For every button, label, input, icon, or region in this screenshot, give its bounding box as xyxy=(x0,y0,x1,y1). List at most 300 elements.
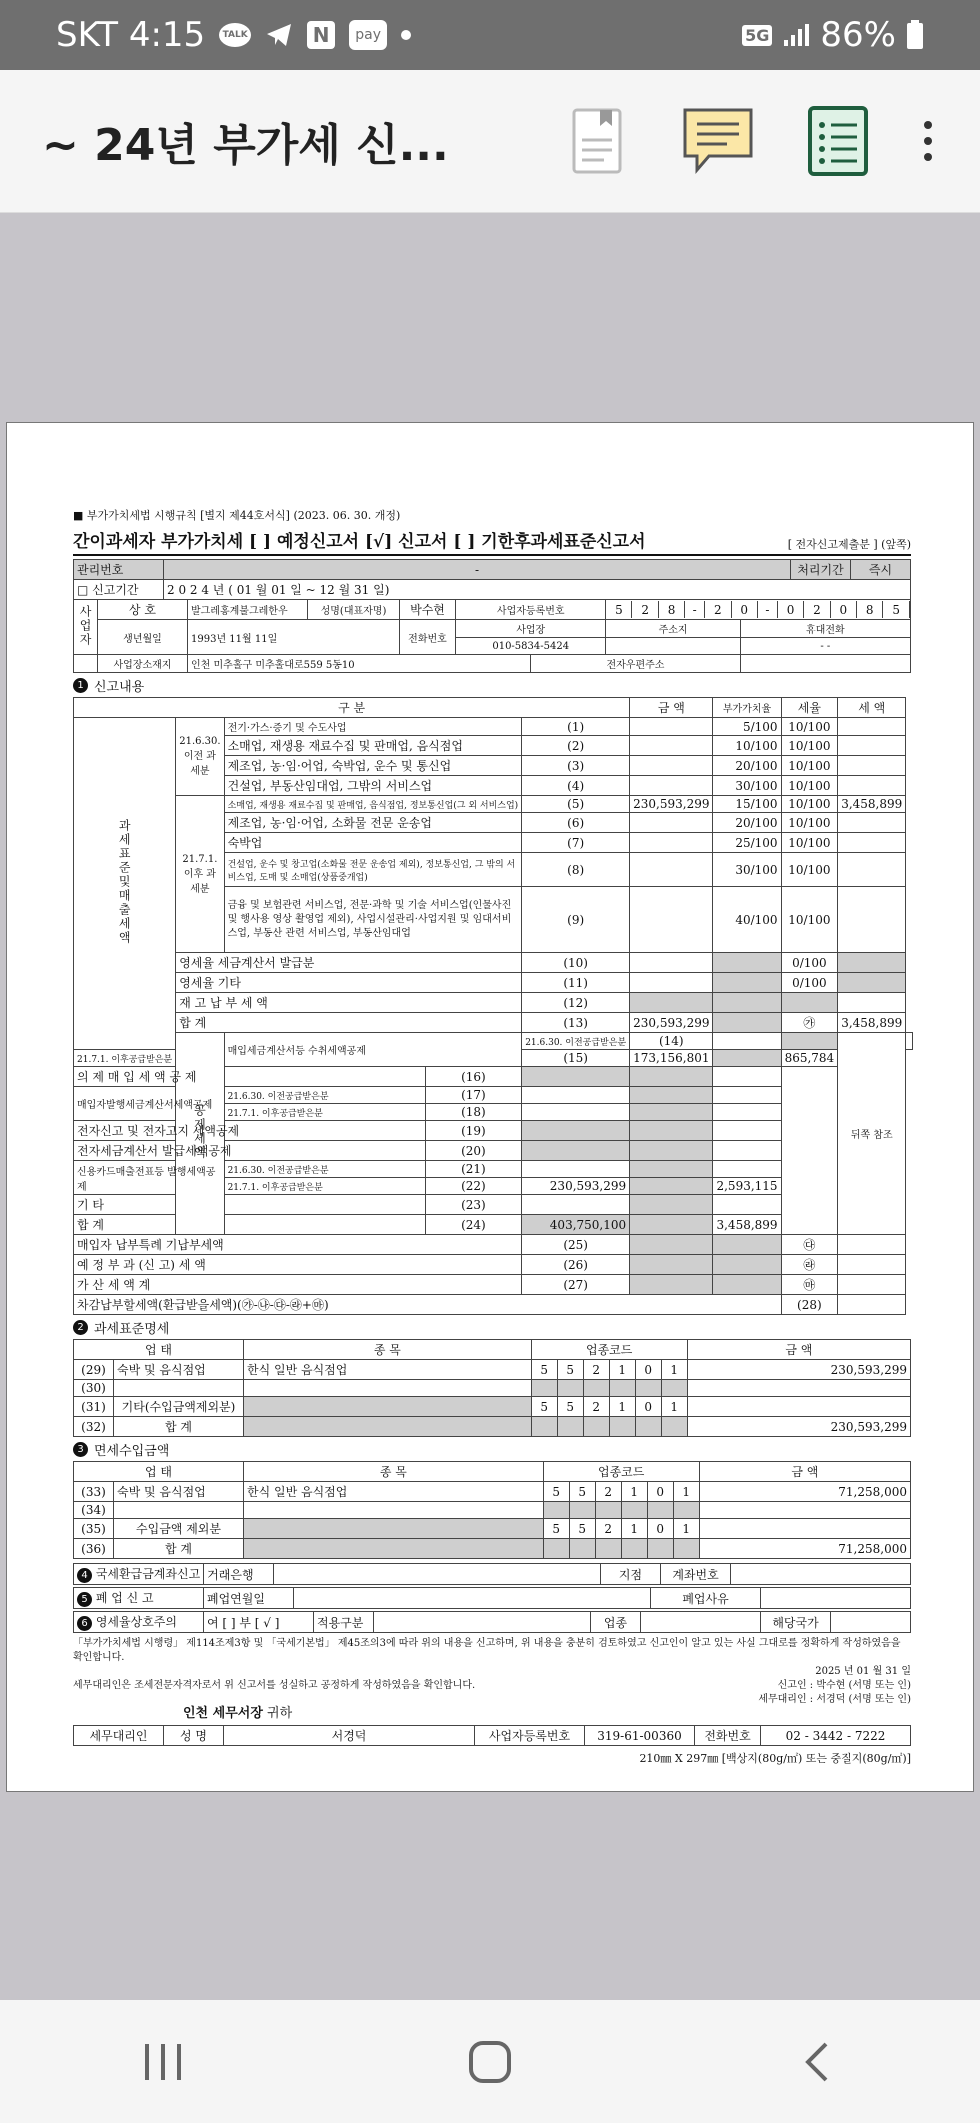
row6-rate: 10/100 xyxy=(781,813,838,833)
document-title: ~ 24년 부가세 신... xyxy=(42,120,449,171)
row16-name: 의 제 매 입 세 액 공 제 xyxy=(74,1067,426,1087)
row12-name: 재 고 납 부 세 액 xyxy=(176,993,522,1013)
row8-no: (8) xyxy=(522,853,630,887)
memo-button[interactable] xyxy=(678,101,758,181)
notification-dot-icon xyxy=(401,30,411,40)
exempt-head-type: 업 태 xyxy=(74,1462,244,1482)
agent-sign: (서명 또는 인) xyxy=(848,1694,911,1705)
taxbase-row-code: 2 xyxy=(583,1360,609,1380)
taxbase-row-type: 숙박 및 음식점업 xyxy=(114,1360,244,1380)
taxbase-row-item: 한식 일반 음식점업 xyxy=(244,1360,532,1380)
battery-icon xyxy=(906,20,924,50)
row24-tax: 3,458,899 xyxy=(713,1215,781,1235)
taxbase-row-code: 5 xyxy=(531,1397,557,1417)
mobile-value: - - xyxy=(740,638,910,655)
row7-no: (7) xyxy=(522,833,630,853)
business-info-table xyxy=(73,599,911,673)
taxbase-row-amount xyxy=(687,1397,910,1417)
filer-label: 신고인 : xyxy=(777,1680,814,1691)
declaration-text: 「부가가치세법 시행령」 제114조제3항 및 「국세기본법」 제45조의3에 따라 위의 내용을 신고하며, 위 내용을 충분히 검토하였고 신고인이 알고 있는 사실 그대로를 정확하게 작성하였음을 확인합니다. xyxy=(73,1638,901,1663)
row2-rate: 10/100 xyxy=(781,736,838,756)
row4-vat: 30/100 xyxy=(713,776,781,796)
declaration-date: 2025 년 01 월 31 일 xyxy=(815,1666,911,1677)
exempt-row-amount: 71,258,000 xyxy=(699,1482,910,1502)
table-row xyxy=(74,1539,911,1559)
exempt-row-no: (34) xyxy=(74,1502,114,1519)
recent-apps-button[interactable] xyxy=(103,2022,223,2102)
taxbase-row-code xyxy=(583,1417,609,1437)
exempt-row-code: 1 xyxy=(673,1482,699,1502)
pay-icon: pay xyxy=(349,20,387,50)
mobile-label: 휴대전화 xyxy=(740,620,910,638)
bank-label: 거래은행 xyxy=(204,1564,274,1585)
table-row xyxy=(74,1519,911,1539)
branch-label: 지점 xyxy=(601,1564,661,1585)
row3-rate: 10/100 xyxy=(781,756,838,776)
work-phone-value: 010-5834-5424 xyxy=(456,638,606,655)
row19-name: 전자신고 및 전자고지 세액공제 xyxy=(74,1121,426,1141)
row8-rate: 10/100 xyxy=(781,853,838,887)
row28-no: (28) xyxy=(781,1295,838,1315)
taxbase-row-code: 5 xyxy=(557,1360,583,1380)
row2-no: (2) xyxy=(522,736,630,756)
row20-name: 전자세금계산서 발급세액공제 xyxy=(74,1141,426,1161)
reciprocity-table xyxy=(73,1611,911,1633)
row3-no: (3) xyxy=(522,756,630,776)
row16-no: (16) xyxy=(425,1067,522,1087)
exempt-table xyxy=(73,1461,911,1559)
row13-tax: 3,458,899 xyxy=(838,1013,906,1033)
taxbase-row-code: 5 xyxy=(531,1360,557,1380)
row5-no: (5) xyxy=(522,796,630,813)
exempt-row-code xyxy=(647,1502,673,1519)
period-label: □ 신고기간 xyxy=(74,580,164,600)
biz-type-label: 업종 xyxy=(591,1612,641,1633)
taxbase-row-code: 2 xyxy=(583,1397,609,1417)
row5-vat: 15/100 xyxy=(713,796,781,813)
row21-no: (21) xyxy=(425,1161,522,1178)
row15-tax: 865,784 xyxy=(781,1050,838,1067)
row9-vat: 40/100 xyxy=(713,887,781,953)
exempt-row-code: 1 xyxy=(621,1519,647,1539)
table-row xyxy=(74,1380,911,1397)
tax-office: 인천 세무서장 xyxy=(183,1706,263,1721)
exempt-row-item xyxy=(244,1539,544,1559)
taxbase-row-code xyxy=(635,1380,661,1397)
regno-digit: 8 xyxy=(857,601,883,618)
taxbase-row-item xyxy=(244,1397,532,1417)
agent-declaration: 세무대리인은 조세전문자격자로서 위 신고서를 성실하고 공정하게 작성하였음을 확인합니다. xyxy=(73,1680,476,1691)
regno-digit: 5 xyxy=(883,601,910,618)
agent-row-reg: 319-61-00360 xyxy=(585,1726,695,1746)
exempt-row-code: 5 xyxy=(543,1519,569,1539)
close-reason-label: 폐업사유 xyxy=(651,1588,761,1609)
birth-value: 1993년 11월 11일 xyxy=(188,620,400,655)
exempt-row-code xyxy=(621,1539,647,1559)
acct-label: 계좌번호 xyxy=(661,1564,731,1585)
taxbase-head-code: 업종코드 xyxy=(531,1340,687,1360)
regno-digit: 8 xyxy=(658,601,684,618)
taxbase-head-type: 업 태 xyxy=(74,1340,244,1360)
row21-sub: 21.6.30. 이전공급받은분 xyxy=(224,1161,425,1178)
row20-no: (20) xyxy=(425,1141,522,1161)
regno-digit: - xyxy=(685,601,705,618)
report-table xyxy=(73,697,913,1315)
section-6-title: 영세율상호주의 xyxy=(95,1615,177,1629)
row5-amount: 230,593,299 xyxy=(630,796,713,813)
table-row xyxy=(74,1482,911,1502)
trade-value: 발그레홍계불그레한우 xyxy=(188,600,308,620)
row28-name: 차감납부할세액(환급받을세액)(㉮-㉯-㉰-㉱+㉲) xyxy=(74,1295,782,1315)
document-page[interactable] xyxy=(6,422,974,1792)
filer-name: 박수현 xyxy=(816,1680,846,1691)
biz-label: 사업자 xyxy=(78,604,92,647)
taxbase-head-item: 종 목 xyxy=(244,1340,532,1360)
exempt-row-code xyxy=(569,1539,595,1559)
taxbase-row-code: 5 xyxy=(557,1397,583,1417)
regno-box-table xyxy=(606,601,910,618)
row13-name: 합 계 xyxy=(176,1013,522,1033)
applied-label: 적용구분 xyxy=(314,1612,374,1633)
recent-apps-icon xyxy=(141,2042,185,2082)
exempt-row-amount: 71,258,000 xyxy=(699,1539,910,1559)
taxbase-row-no: (29) xyxy=(74,1360,114,1380)
row15-no: (15) xyxy=(522,1050,630,1067)
regno-digit: 2 xyxy=(804,601,830,618)
exempt-row-type: 숙박 및 음식점업 xyxy=(114,1482,244,1502)
exempt-row-no: (36) xyxy=(74,1539,114,1559)
row25-name: 매입자 납부특례 기납부세액 xyxy=(74,1235,522,1255)
home-phone-label: 주소지 xyxy=(606,620,740,638)
exempt-head-code: 업종코드 xyxy=(543,1462,699,1482)
front-side-label: (앞쪽) xyxy=(881,538,911,551)
row11-name: 영세율 기타 xyxy=(176,973,522,993)
head-amount: 금 액 xyxy=(630,698,713,718)
country-label: 해당국가 xyxy=(761,1612,831,1633)
row6-no: (6) xyxy=(522,813,630,833)
agent-name: 서경덕 xyxy=(816,1694,846,1705)
row24-name: 합 계 xyxy=(74,1215,426,1235)
regno-boxes xyxy=(606,600,911,620)
bookmark-document-icon xyxy=(570,106,626,176)
mgmt-label: 관리번호 xyxy=(74,560,164,580)
rep-value: 박수현 xyxy=(400,600,456,620)
row3-name: 제조업, 농·임·어업, 숙박업, 운수 및 통신업 xyxy=(224,756,522,776)
row1-name: 전기·가스·증기 및 수도사업 xyxy=(224,718,522,736)
home-button[interactable] xyxy=(430,2022,550,2102)
taxbase-row-type xyxy=(114,1380,244,1397)
section-1-icon: 1 xyxy=(73,678,88,693)
taxbase-row-code xyxy=(531,1380,557,1397)
exempt-row-code: 5 xyxy=(543,1482,569,1502)
row17-name: 매입자발행세금계산서세액공제 xyxy=(74,1087,225,1121)
row22-tax: 2,593,115 xyxy=(713,1178,781,1195)
battery-percent: 86% xyxy=(820,15,896,55)
reciprocity-value: 여 [ ] 부 [ √ ] xyxy=(204,1612,314,1633)
regno-label: 사업자등록번호 xyxy=(456,600,606,620)
ref-back: 뒤쪽 참조 xyxy=(838,1033,906,1235)
section-5-icon: 5 xyxy=(77,1592,92,1607)
head-gubun: 구 분 xyxy=(74,698,630,718)
proc-value: 즉시 xyxy=(851,560,911,580)
addr-label: 사업장소재지 xyxy=(98,655,188,673)
exempt-row-code: 2 xyxy=(595,1519,621,1539)
row7-name: 숙박업 xyxy=(224,833,522,853)
exempt-row-no: (35) xyxy=(74,1519,114,1539)
taxbase-row-amount: 230,593,299 xyxy=(687,1417,910,1437)
exempt-row-no: (33) xyxy=(74,1482,114,1502)
group-taxbase: 과세표준및매출세액 xyxy=(117,819,132,945)
exempt-row-code: 5 xyxy=(569,1519,595,1539)
regno-digit: 0 xyxy=(731,601,757,618)
exempt-row-code: 2 xyxy=(595,1482,621,1502)
row23-no: (23) xyxy=(425,1195,522,1215)
row25-mark: ㉰ xyxy=(781,1235,838,1255)
exempt-row-code: 0 xyxy=(647,1482,673,1502)
row9-name: 금융 및 보험관련 서비스업, 전문·과학 및 기술 서비스업(인물사진 및 행사용 영상 촬영업 제외), 사업시설관리·사업지원 및 임대서비스업, 부동산 관련 서비스업, 부동산임대업 xyxy=(224,887,522,953)
row3-vat: 20/100 xyxy=(713,756,781,776)
row14-no: (14) xyxy=(630,1033,713,1050)
row5-rate: 10/100 xyxy=(781,796,838,813)
taxbase-row-code: 1 xyxy=(661,1360,687,1380)
signal-icon xyxy=(782,22,810,48)
exempt-row-code xyxy=(569,1502,595,1519)
naver-icon: N xyxy=(307,21,335,49)
row18-sub: 21.7.1. 이후공급받은분 xyxy=(224,1104,425,1121)
taxbase-row-code xyxy=(609,1417,635,1437)
taxbase-row-type: 기타(수입금액제외분) xyxy=(114,1397,244,1417)
section-5-title: 폐 업 신 고 xyxy=(95,1591,154,1605)
table-row xyxy=(74,1397,911,1417)
exempt-row-code xyxy=(647,1539,673,1559)
filer-sign: (서명 또는 인) xyxy=(848,1680,911,1691)
agent-row-reg-label: 사업자등록번호 xyxy=(475,1726,585,1746)
email-label: 전자우편주소 xyxy=(531,655,740,673)
back-icon xyxy=(802,2040,832,2084)
work-phone-label: 사업장 xyxy=(456,620,606,638)
back-button[interactable] xyxy=(757,2022,877,2102)
addr-value: 인천 미추홀구 미추홀대로559 5동10 xyxy=(188,655,531,673)
row9-no: (9) xyxy=(522,887,630,953)
memo-icon xyxy=(681,106,755,176)
row22-amount: 230,593,299 xyxy=(522,1178,630,1195)
status-carrier-time: SKT 4:15 xyxy=(56,15,206,55)
regno-digit: 2 xyxy=(632,601,658,618)
taxbase-row-amount xyxy=(687,1380,910,1397)
taxbase-row-code: 1 xyxy=(609,1360,635,1380)
exempt-row-code xyxy=(673,1539,699,1559)
row25-no: (25) xyxy=(522,1235,630,1255)
row8-vat: 30/100 xyxy=(713,853,781,887)
agent-label: 세무대리인 : xyxy=(758,1694,814,1705)
row18-no: (18) xyxy=(425,1104,522,1121)
agent-row-name: 서경덕 xyxy=(224,1726,475,1746)
android-nav-bar xyxy=(0,2000,980,2123)
row6-vat: 20/100 xyxy=(713,813,781,833)
row1-vat: 5/100 xyxy=(713,718,781,736)
agent-row-tel: 02 - 3442 - 7222 xyxy=(761,1726,911,1746)
telegram-icon xyxy=(265,22,293,48)
submit-note: [ 전자신고제출분 ] xyxy=(787,538,878,551)
taxbase-row-code xyxy=(557,1380,583,1397)
exempt-row-item: 한식 일반 음식점업 xyxy=(244,1482,544,1502)
head-tax: 세 액 xyxy=(838,698,906,718)
agent-row-tel-label: 전화번호 xyxy=(695,1726,761,1746)
row14-name: 매입세금계산서등 수취세액공제 xyxy=(224,1033,522,1067)
row10-no: (10) xyxy=(522,953,630,973)
row21-name: 신용카드매출전표등 발행세액공제 xyxy=(74,1161,225,1195)
list-view-button[interactable] xyxy=(798,101,878,181)
taxbase-row-no: (32) xyxy=(74,1417,114,1437)
section-1-title: 신고내용 xyxy=(94,680,145,695)
group-deduction: 공제세액 xyxy=(192,1104,207,1160)
bookmark-document-button[interactable] xyxy=(558,101,638,181)
kakaotalk-icon: TALK xyxy=(219,23,251,47)
row6-name: 제조업, 농·임·어업, 소화물 전문 운송업 xyxy=(224,813,522,833)
closure-table xyxy=(73,1587,911,1609)
home-icon xyxy=(468,2040,512,2084)
taxbase-row-code xyxy=(531,1417,557,1437)
taxbase-row-code xyxy=(661,1380,687,1397)
regno-digit: - xyxy=(757,601,777,618)
section-3-icon: 3 xyxy=(73,1442,88,1457)
row15-amount: 173,156,801 xyxy=(630,1050,713,1067)
taxbase-row-code: 1 xyxy=(609,1397,635,1417)
app-toolbar xyxy=(0,70,980,213)
group-old: 21.6.30. 이전 과세분 xyxy=(176,718,224,796)
row4-name: 건설업, 부동산임대업, 그밖의 서비스업 xyxy=(224,776,522,796)
head-taxrate: 세율 xyxy=(781,698,838,718)
taxbase-row-code: 0 xyxy=(635,1397,661,1417)
row15-sub: 21.7.1. 이후공급받은분 xyxy=(74,1050,176,1067)
row24-amount: 403,750,100 xyxy=(522,1215,630,1235)
taxbase-row-code xyxy=(609,1380,635,1397)
group-new: 21.7.1. 이후 과세분 xyxy=(176,796,224,953)
proc-label: 처리기간 xyxy=(791,560,851,580)
taxbase-row-code xyxy=(661,1417,687,1437)
row27-no: (27) xyxy=(522,1275,630,1295)
section-4-icon: 4 xyxy=(77,1568,92,1583)
declaration xyxy=(73,1637,911,1721)
regno-digit: 0 xyxy=(830,601,856,618)
row7-rate: 10/100 xyxy=(781,833,838,853)
row17-no: (17) xyxy=(425,1087,522,1104)
section-6-icon: 6 xyxy=(77,1616,92,1631)
exempt-row-code: 5 xyxy=(569,1482,595,1502)
row12-no: (12) xyxy=(522,993,630,1013)
row22-no: (22) xyxy=(425,1178,522,1195)
row26-no: (26) xyxy=(522,1255,630,1275)
row9-rate: 10/100 xyxy=(781,887,838,953)
exempt-row-code: 1 xyxy=(621,1482,647,1502)
agent-row-name-label: 성 명 xyxy=(164,1726,224,1746)
period-value: 2 0 2 4 년 ( 01 월 01 일 ~ 12 월 31 일) xyxy=(164,580,911,600)
row4-rate: 10/100 xyxy=(781,776,838,796)
row27-mark: ㉲ xyxy=(781,1275,838,1295)
section-4-title: 국세환급금계좌신고 xyxy=(95,1567,201,1581)
form-title: 간이과세자 부가가치세 [ ] 예정신고서 [√] 신고서 [ ] 기한후과세표준신고서 xyxy=(73,532,646,552)
row2-vat: 10/100 xyxy=(713,736,781,756)
head-vatrate: 부가가치율 xyxy=(713,698,781,718)
row26-name: 예 정 부 과 (신 고) 세 액 xyxy=(74,1255,522,1275)
taxbase-head-amount: 금 액 xyxy=(687,1340,910,1360)
taxbase-table xyxy=(73,1339,911,1437)
regno-digit: 0 xyxy=(777,601,803,618)
row5-tax: 3,458,899 xyxy=(838,796,906,813)
exempt-row-type: 합 계 xyxy=(114,1539,244,1559)
birth-label: 생년월일 xyxy=(98,620,188,655)
exempt-row-item xyxy=(244,1502,544,1519)
exempt-row-code: 0 xyxy=(647,1519,673,1539)
exempt-row-code xyxy=(673,1502,699,1519)
row26-mark: ㉱ xyxy=(781,1255,838,1275)
row19-no: (19) xyxy=(425,1121,522,1141)
row22-sub: 21.7.1. 이후공급받은분 xyxy=(224,1178,425,1195)
section-3-title: 면세수입금액 xyxy=(94,1444,170,1459)
paper-spec: 210㎜ X 297㎜ [백상지(80g/㎡) 또는 중질지(80g/㎡)] xyxy=(639,1752,911,1765)
exempt-head-amount: 금 액 xyxy=(699,1462,910,1482)
row1-no: (1) xyxy=(522,718,630,736)
table-row xyxy=(74,1417,911,1437)
phone-label: 전화번호 xyxy=(400,620,456,655)
agent-table xyxy=(73,1725,911,1746)
row14-sub: 21.6.30. 이전공급받은분 xyxy=(522,1033,630,1050)
exempt-row-code xyxy=(543,1539,569,1559)
row1-rate: 10/100 xyxy=(781,718,838,736)
exempt-row-amount xyxy=(699,1502,910,1519)
taxbase-row-item xyxy=(244,1417,532,1437)
exempt-row-type: 수입금액 제외분 xyxy=(114,1519,244,1539)
row5-name: 소매업, 재생용 재료수집 및 판매업, 음식점업, 정보통신업(그 외 서비스업) xyxy=(224,796,522,813)
row13-amount: 230,593,299 xyxy=(630,1013,713,1033)
close-date-label: 폐업연월일 xyxy=(204,1588,294,1609)
taxbase-row-code: 0 xyxy=(635,1360,661,1380)
taxbase-row-item xyxy=(244,1380,532,1397)
taxbase-row-no: (30) xyxy=(74,1380,114,1397)
refund-account-table xyxy=(73,1563,911,1585)
taxbase-row-code: 1 xyxy=(661,1397,687,1417)
taxbase-row-type: 합 계 xyxy=(114,1417,244,1437)
exempt-row-code: 1 xyxy=(673,1519,699,1539)
taxbase-row-code xyxy=(635,1417,661,1437)
row24-no: (24) xyxy=(425,1215,522,1235)
exempt-row-code xyxy=(595,1502,621,1519)
taxbase-row-code xyxy=(583,1380,609,1397)
more-options-icon[interactable] xyxy=(918,121,938,161)
row8-name: 건설업, 운수 및 창고업(소화물 전문 운송업 제외), 정보통신업, 그 밖의 서비스업, 도매 및 소매업(상품중개업) xyxy=(224,853,522,887)
taxbase-row-amount: 230,593,299 xyxy=(687,1360,910,1380)
exempt-row-item xyxy=(244,1519,544,1539)
table-row xyxy=(74,1360,911,1380)
header-table xyxy=(73,559,911,600)
regno-digit: 5 xyxy=(606,601,632,618)
row17-sub: 21.6.30. 이전공급받은분 xyxy=(224,1087,425,1104)
agent-row-label: 세무대리인 xyxy=(74,1726,164,1746)
exempt-row-type xyxy=(114,1502,244,1519)
exempt-head-item: 종 목 xyxy=(244,1462,544,1482)
status-bar xyxy=(0,0,980,70)
row13-mark: ㉮ xyxy=(781,1013,838,1033)
row10-name: 영세율 세금계산서 발급분 xyxy=(176,953,522,973)
row23-name: 기 타 xyxy=(74,1195,426,1215)
mgmt-value: - xyxy=(164,560,791,580)
rep-label: 성명(대표자명) xyxy=(308,600,400,620)
regno-digit: 2 xyxy=(705,601,731,618)
exempt-row-amount xyxy=(699,1519,910,1539)
list-view-icon xyxy=(807,105,869,177)
row7-vat: 25/100 xyxy=(713,833,781,853)
taxbase-row-code xyxy=(557,1417,583,1437)
